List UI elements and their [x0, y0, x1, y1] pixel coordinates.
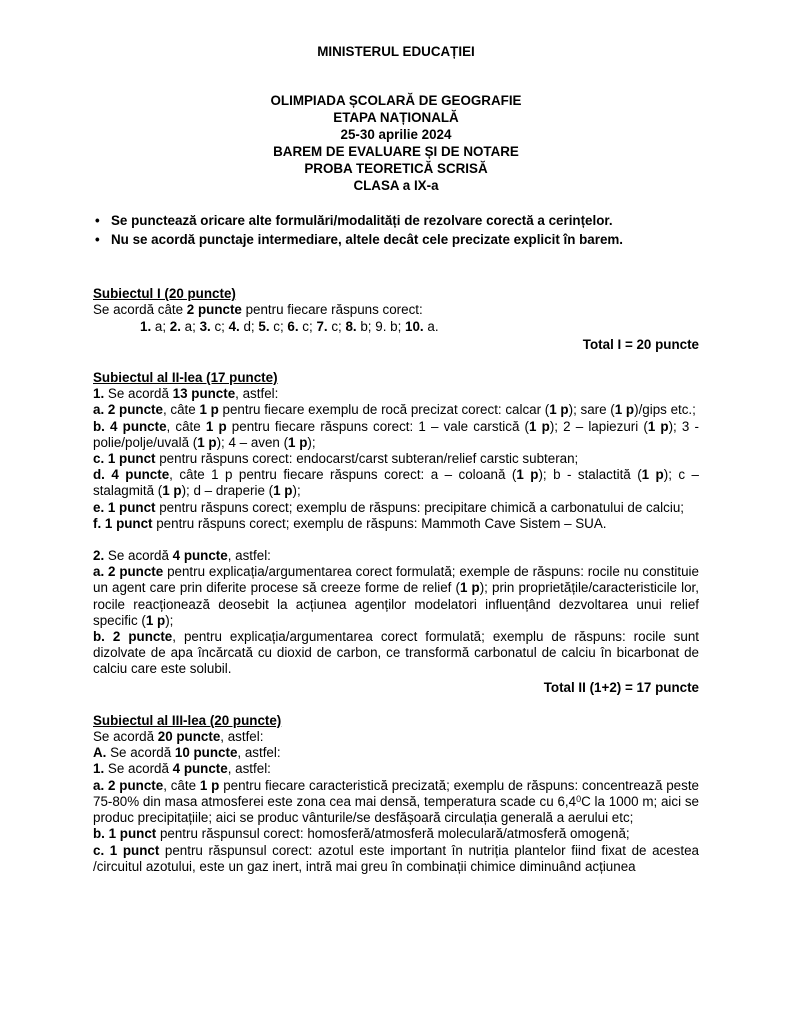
section-title: Subiectul I (20 puncte) [93, 286, 236, 302]
ministry-header: MINISTERUL EDUCAȚIEI [317, 44, 475, 59]
rule-item: • Nu se acordă punctaje intermediare, altele decât cele precizate explicit în barem. [93, 230, 699, 249]
item-2b: b. 2 puncte, pentru explicația/argumentarea corect formulată; exemplu de răspuns: rocile sunt dizolvate de apa încărcată cu dioxid de carbon, ce transformă carbonatul de calciu în bicarbonat de calciu care este solubil. [93, 629, 699, 677]
rule-item: • Se punctează oricare alte formulări/modalități de rezolvare corectă a cerințelor. [93, 211, 699, 230]
item-e: e. 1 punct pentru răspuns corect; exemplu de răspuns: precipitare chimică a carbonatului de calciu; [93, 499, 684, 515]
title-line: PROBA TEORETICĂ SCRISĂ [304, 161, 488, 177]
rules-list [93, 211, 699, 249]
part-a-intro: A. Se acordă 10 puncte, astfel: [93, 745, 281, 761]
section-subject-2 [93, 370, 699, 696]
document-page [93, 44, 699, 875]
question-intro: 1. Se acordă 4 puncte, astfel: [93, 761, 271, 777]
title-line: OLIMPIADA ȘCOLARĂ DE GEOGRAFIE [270, 93, 522, 109]
item-b: b. 4 puncte, câte 1 p pentru fiecare răspuns corect: 1 – vale carstică (1 p); 2 – lapiezuri (1 p); 3 - polie/polje/uvală (1 p); 4 – aven (1 p); [93, 418, 699, 450]
section-subject-3 [93, 713, 699, 875]
section-title: Subiectul al II-lea (17 puncte) [93, 370, 278, 386]
item-2a: a. 2 puncte pentru explicația/argumentarea corect formulată; exemple de răspuns: rocile nu constituie un agent care prin diferite procese să creeze forme de relief (1 p); prin proprietățile/caracteristicile lor, rocile reacționează deosebit la acțiunea agenților modelatori influențând dezvoltarea unui relief specific (1 p); [93, 564, 699, 628]
section-total: Total I = 20 puncte [582, 336, 699, 352]
question-intro: 2. Se acordă 4 puncte, astfel: [93, 548, 271, 564]
section-intro: Se acordă 20 puncte, astfel: [93, 729, 264, 745]
item-d: d. 4 puncte, câte 1 p pentru fiecare răspuns corect: a – coloană (1 p); b - stalactită (1 p); c – stalagmită (1 p); d – draperie (1 p); [93, 467, 699, 499]
item-a: a. 2 puncte, câte 1 p pentru fiecare caracteristică precizată; exemplu de răspuns: concentrează peste 75-80% din masa atmosferei este zona cea mai densă, temperatura scade cu $6,4^0C$ la 1000 m; aici se produc precipitațiile; aici se produc vânturile/se desfășoară circulația generală a aerului etc; [93, 777, 699, 826]
section-intro: Se acordă câte 2 puncte pentru fiecare răspuns corect: [93, 302, 423, 318]
section-title: Subiectul al III-lea (20 puncte) [93, 712, 282, 728]
title-line: ETAPA NAȚIONALĂ [333, 110, 459, 126]
item-b: b. 1 punct pentru răspunsul corect: homosferă/atmosferă moleculară/atmosferă omogenă; [93, 826, 630, 842]
section-subject-1 [93, 286, 699, 353]
title-line: CLASA a IX-a [353, 178, 439, 194]
answer-key-line: 1. a; 2. a; 3. c; 4. d; 5. c; 6. c; 7. c; 8. b; 9. b; 10. a. [140, 318, 439, 334]
title-block [93, 92, 699, 194]
item-c: c. 1 punct pentru răspunsul corect: azotul este important în nutriția plantelor fiind fixat de acestea /circuitul azotului, este un gaz inert, intră mai greu în combinații chimice diminuând acțiunea [93, 842, 699, 874]
item-a: a. 2 puncte, câte 1 p pentru fiecare exemplu de rocă precizat corect: calcar (1 p); sare (1 p)/gips etc.; [93, 402, 696, 418]
item-c: c. 1 punct pentru răspuns corect: endocarst/carst subteran/relief carstic subteran; [93, 451, 579, 467]
item-f: f. 1 punct pentru răspuns corect; exemplu de răspuns: Mammoth Cave Sistem – SUA. [93, 515, 607, 531]
title-line: 25-30 aprilie 2024 [340, 127, 452, 143]
section-total: Total II (1+2) = 17 puncte [543, 679, 699, 695]
question-intro: 1. Se acordă 13 puncte, astfel: [93, 386, 279, 402]
title-line: BAREM DE EVALUARE ȘI DE NOTARE [273, 144, 519, 160]
